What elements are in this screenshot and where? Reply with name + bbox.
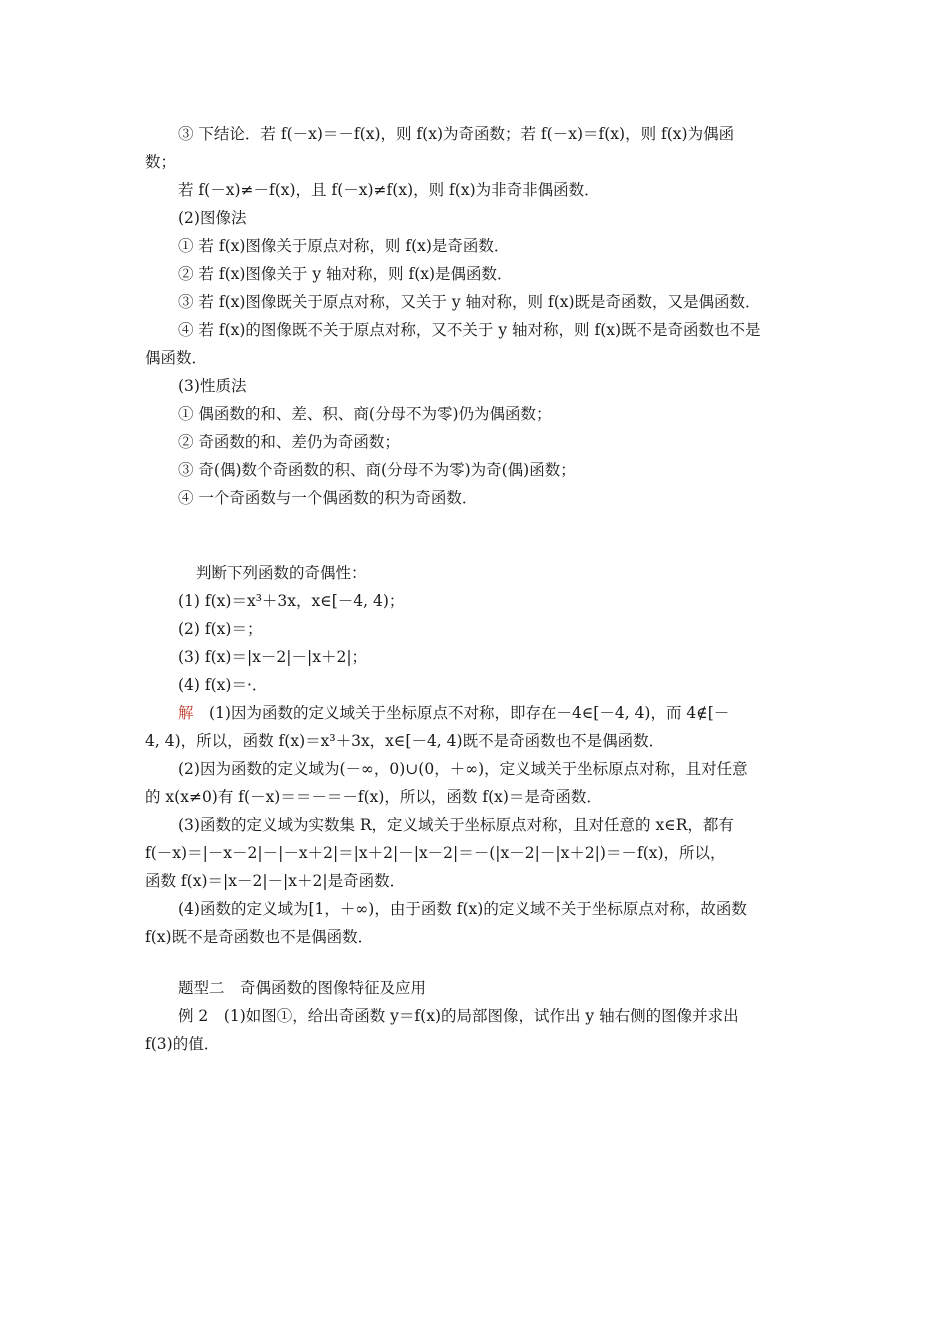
problem-prompt: 判断下列函数的奇偶性： xyxy=(196,564,367,582)
solution-line: 解 (1)因为函数的定义域关于坐标原点不对称，即存在－4∈[－4, 4)，而 4∉[－ xyxy=(178,704,730,722)
solution-line: 的 x(x≠0)有 f(－x)＝＝－＝－f(x)，所以，函数 f(x)＝是奇函数． xyxy=(145,788,602,806)
problem-item: (1) f(x)＝x³＋3x，x∈[－4, 4)； xyxy=(178,592,405,610)
section-heading: 题型二 奇偶函数的图像特征及应用 xyxy=(178,979,427,997)
text-line: ③ 奇(偶)数个奇函数的积、商(分母不为零)为奇(偶)函数； xyxy=(178,461,576,479)
solution-line: f(x)既不是奇函数也不是偶函数． xyxy=(145,928,374,946)
problem-item: (2) f(x)＝； xyxy=(178,620,263,638)
solution-line: 函数 f(x)＝|x－2|－|x＋2|是奇函数． xyxy=(145,872,406,890)
solution-label: 解 xyxy=(178,704,194,722)
solution-line: (3)函数的定义域为实数集 R，定义域关于坐标原点对称，且对任意的 x∈R，都有 xyxy=(178,816,734,834)
text-line: 偶函数． xyxy=(145,349,208,367)
text-line: 若 f(－x)≠－f(x)，且 f(－x)≠f(x)，则 f(x)为非奇非偶函数． xyxy=(178,181,600,199)
problem-item: (4) f(x)＝·． xyxy=(178,676,268,694)
text-line: ④ 一个奇函数与一个偶函数的积为奇函数． xyxy=(178,489,478,507)
example-line: f(3)的值． xyxy=(145,1035,220,1053)
solution-line: f(－x)＝|－x－2|－|－x＋2|＝|x＋2|－|x－2|＝－(|x－2|－|x＋2|)＝－f(x)，所以， xyxy=(145,844,726,862)
text-line: ① 若 f(x)图像关于原点对称，则 f(x)是奇函数． xyxy=(178,237,510,255)
solution-line: 4, 4)，所以，函数 f(x)＝x³＋3x，x∈[－4, 4)既不是奇函数也不是偶函数． xyxy=(145,732,665,750)
example-line: 例 2 (1)如图①，给出奇函数 y＝f(x)的局部图像，试作出 y 轴右侧的图像并求出 xyxy=(178,1007,739,1025)
text-line: ③ 下结论．若 f(－x)＝－f(x)，则 f(x)为奇函数；若 f(－x)＝f(x)，则 f(x)为偶函 xyxy=(178,125,735,143)
text-line: ③ 若 f(x)图像既关于原点对称，又关于 y 轴对称，则 f(x)既是奇函数，又是偶函数． xyxy=(178,293,761,311)
text-line: ① 偶函数的和、差、积、商(分母不为零)仍为偶函数； xyxy=(178,405,552,423)
solution-line: (2)因为函数的定义域为(－∞，0)∪(0，＋∞)，定义域关于坐标原点对称，且对任意 xyxy=(178,760,748,778)
text-line: 数； xyxy=(145,153,177,171)
text-line: ④ 若 f(x)的图像既不关于原点对称，又不关于 y 轴对称，则 f(x)既不是奇函数也不是 xyxy=(178,321,761,339)
problem-item: (3) f(x)＝|x－2|－|x＋2|； xyxy=(178,648,368,666)
text-line: ② 奇函数的和、差仍为奇函数； xyxy=(178,433,400,451)
text-line: (2)图像法 xyxy=(178,209,247,227)
solution-line: (4)函数的定义域为[1，＋∞)，由于函数 f(x)的定义域不关于坐标原点对称，故函数 xyxy=(178,900,747,918)
text-line: (3)性质法 xyxy=(178,377,247,395)
text-line: ② 若 f(x)图像关于 y 轴对称，则 f(x)是偶函数． xyxy=(178,265,513,283)
